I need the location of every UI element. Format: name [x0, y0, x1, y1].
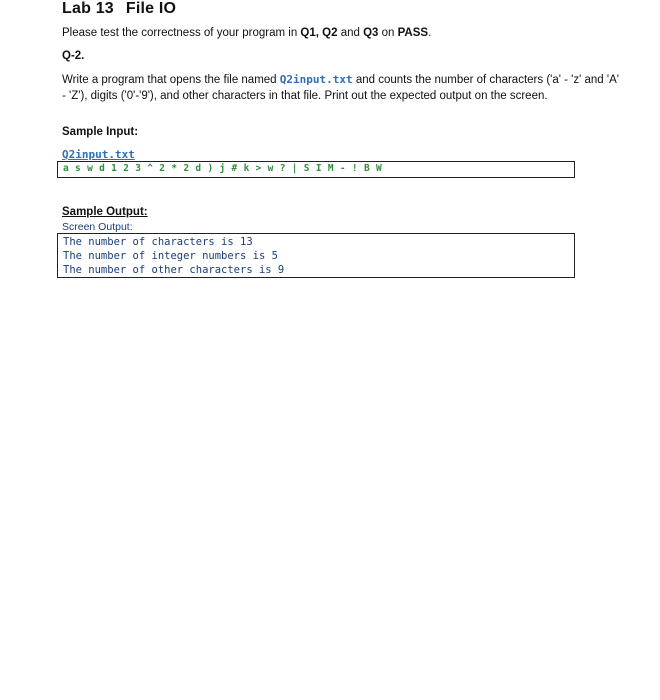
output-line: The number of other characters is 9	[63, 264, 285, 276]
sample-output-box	[57, 233, 575, 278]
output-line: The number of integer numbers is 5	[63, 250, 278, 262]
sample-input-label: Sample Input:	[62, 126, 139, 138]
sample-output-label: Sample Output:	[62, 206, 148, 218]
output-line: The number of characters is 13	[63, 236, 253, 248]
question-description	[62, 72, 622, 104]
question-label: Q-2.	[62, 50, 85, 62]
desc-part2: and counts the number of characters ('a' - 'z' and 'A' - 'Z'), digits ('0'-'9'), and other characters in that file. Print out the expected output on the screen.	[62, 74, 619, 102]
desc-filename: Q2input.txt	[279, 73, 353, 86]
intro-end: .	[428, 27, 432, 39]
intro-and: and	[337, 27, 364, 39]
lab-topic: File IO	[125, 0, 177, 17]
sample-input-box	[57, 161, 575, 178]
sample-input-content: a s w d 1 2 3 ^ 2 * 2 d ) j # k > w ? | S I M - ! B W	[63, 163, 383, 174]
intro-on: on	[378, 27, 398, 39]
input-file-label: Q2input.txt	[62, 148, 135, 161]
intro-q2: Q2	[322, 27, 338, 39]
intro-pass: PASS	[397, 27, 429, 39]
intro-text	[62, 27, 431, 39]
screen-output-label: Screen Output:	[62, 221, 133, 233]
page-title	[62, 0, 176, 18]
lab-number: Lab 13	[62, 0, 114, 17]
intro-q1: Q1,	[300, 27, 323, 39]
intro-q3: Q3	[363, 27, 379, 39]
intro-prefix: Please test the correctness of your program in	[62, 27, 301, 39]
desc-part1: Write a program that opens the file named	[62, 74, 280, 86]
